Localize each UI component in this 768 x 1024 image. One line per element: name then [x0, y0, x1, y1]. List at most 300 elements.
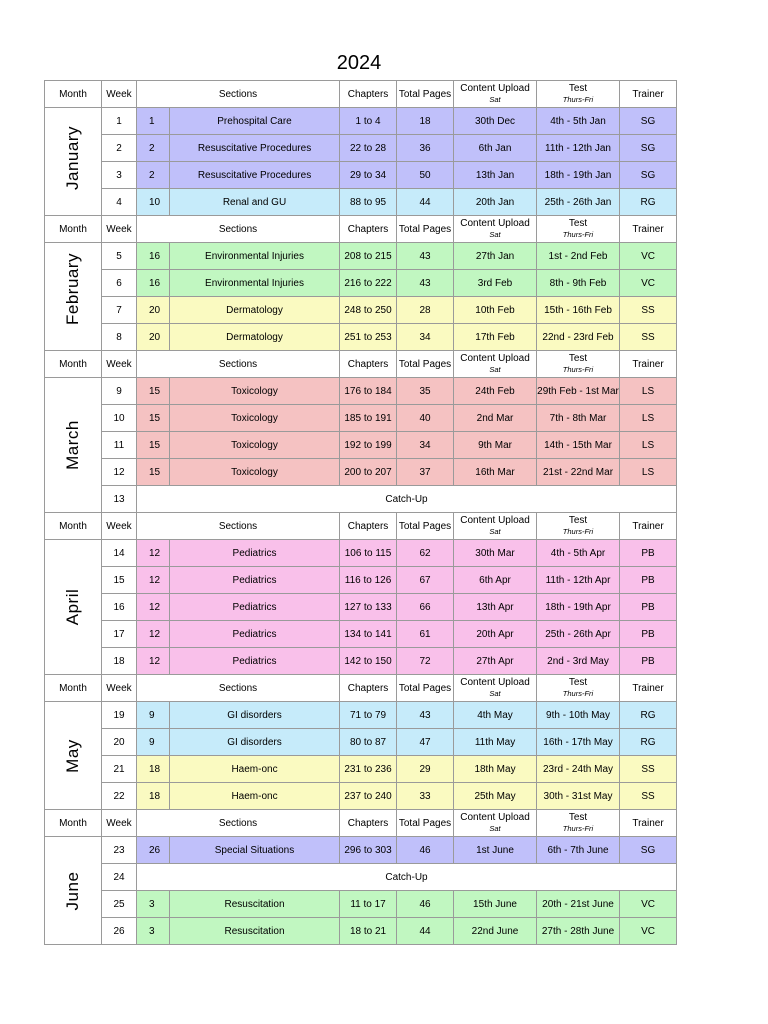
- header-trainer: Trainer: [620, 513, 677, 540]
- trainer-cell: SG: [620, 837, 677, 864]
- content-upload-cell: 6th Apr: [454, 567, 537, 594]
- total-pages-cell: 29: [397, 756, 454, 783]
- header-test: [537, 351, 620, 378]
- header-test-label: Test: [568, 218, 588, 229]
- trainer-cell: SG: [620, 108, 677, 135]
- header-test: [537, 81, 620, 108]
- catch-up-cell: Catch-Up: [137, 486, 677, 513]
- month-name: January: [63, 125, 82, 190]
- header-sections: Sections: [137, 513, 340, 540]
- section-number-cell: 26: [137, 837, 170, 864]
- month-name: May: [63, 738, 82, 773]
- table-row: [45, 324, 677, 351]
- section-number-cell: 1: [137, 108, 170, 135]
- header-total-pages: Total Pages: [397, 351, 454, 378]
- week-cell: 11: [102, 432, 137, 459]
- section-number-cell: 2: [137, 162, 170, 189]
- header-test-label: Test: [568, 812, 588, 823]
- week-cell: 22: [102, 783, 137, 810]
- chapters-cell: 200 to 207: [340, 459, 397, 486]
- header-content-upload: [454, 513, 537, 540]
- total-pages-cell: 44: [397, 189, 454, 216]
- week-cell: 9: [102, 378, 137, 405]
- week-cell: 15: [102, 567, 137, 594]
- table-row: [45, 459, 677, 486]
- week-cell: 1: [102, 108, 137, 135]
- total-pages-cell: 40: [397, 405, 454, 432]
- table-row: [45, 594, 677, 621]
- section-number-cell: 15: [137, 459, 170, 486]
- header-week: Week: [102, 351, 137, 378]
- section-number-cell: 3: [137, 891, 170, 918]
- table-row: [45, 135, 677, 162]
- section-title-cell: Resuscitation: [170, 918, 340, 945]
- header-content-upload-sub: Sat: [489, 230, 501, 239]
- total-pages-cell: 28: [397, 297, 454, 324]
- total-pages-cell: 34: [397, 324, 454, 351]
- header-week: Week: [102, 675, 137, 702]
- trainer-cell: SG: [620, 162, 677, 189]
- trainer-cell: PB: [620, 648, 677, 675]
- week-cell: 7: [102, 297, 137, 324]
- page-title: 2024: [336, 52, 382, 74]
- month-label: [45, 540, 102, 675]
- week-cell: 10: [102, 405, 137, 432]
- section-number-cell: 16: [137, 270, 170, 297]
- header-row: [45, 513, 677, 540]
- week-cell: 23: [102, 837, 137, 864]
- chapters-cell: 88 to 95: [340, 189, 397, 216]
- section-title-cell: Environmental Injuries: [170, 270, 340, 297]
- content-upload-cell: 3rd Feb: [454, 270, 537, 297]
- week-cell: 16: [102, 594, 137, 621]
- table-row: [45, 540, 677, 567]
- month-label: [45, 243, 102, 351]
- header-week: Week: [102, 513, 137, 540]
- trainer-cell: LS: [620, 432, 677, 459]
- test-dates-cell: 22nd - 23rd Feb: [537, 324, 620, 351]
- week-cell: 21: [102, 756, 137, 783]
- header-sections: Sections: [137, 810, 340, 837]
- content-upload-cell: 20th Apr: [454, 621, 537, 648]
- total-pages-cell: 46: [397, 837, 454, 864]
- test-dates-cell: 20th - 21st June: [537, 891, 620, 918]
- total-pages-cell: 43: [397, 702, 454, 729]
- test-dates-cell: 8th - 9th Feb: [537, 270, 620, 297]
- content-upload-cell: 11th May: [454, 729, 537, 756]
- header-test: [537, 810, 620, 837]
- month-name: February: [63, 252, 82, 325]
- header-trainer: Trainer: [620, 81, 677, 108]
- chapters-cell: 185 to 191: [340, 405, 397, 432]
- table-row: [45, 891, 677, 918]
- section-number-cell: 2: [137, 135, 170, 162]
- total-pages-cell: 34: [397, 432, 454, 459]
- chapters-cell: 248 to 250: [340, 297, 397, 324]
- section-title-cell: Prehospital Care: [170, 108, 340, 135]
- test-dates-cell: 6th - 7th June: [537, 837, 620, 864]
- week-cell: 19: [102, 702, 137, 729]
- section-number-cell: 18: [137, 783, 170, 810]
- test-dates-cell: 18th - 19th Apr: [537, 594, 620, 621]
- header-sections: Sections: [137, 675, 340, 702]
- table-row: [45, 297, 677, 324]
- week-cell: 25: [102, 891, 137, 918]
- content-upload-cell: 2nd Mar: [454, 405, 537, 432]
- header-test-label: Test: [568, 515, 588, 526]
- section-title-cell: Resuscitation: [170, 891, 340, 918]
- trainer-cell: SS: [620, 324, 677, 351]
- header-content-upload-label: Content Upload: [460, 83, 530, 94]
- chapters-cell: 192 to 199: [340, 432, 397, 459]
- section-number-cell: 12: [137, 594, 170, 621]
- trainer-cell: PB: [620, 567, 677, 594]
- header-test-label: Test: [568, 353, 588, 364]
- test-dates-cell: 29th Feb - 1st Mar: [537, 378, 620, 405]
- test-dates-cell: 15th - 16th Feb: [537, 297, 620, 324]
- section-title-cell: Toxicology: [170, 432, 340, 459]
- section-number-cell: 12: [137, 648, 170, 675]
- header-month: Month: [45, 810, 102, 837]
- month-label: [45, 837, 102, 945]
- header-test-sub: Thurs-Fri: [562, 527, 594, 536]
- header-content-upload-label: Content Upload: [460, 515, 530, 526]
- content-upload-cell: 4th May: [454, 702, 537, 729]
- table-row: [45, 918, 677, 945]
- header-month: Month: [45, 675, 102, 702]
- total-pages-cell: 37: [397, 459, 454, 486]
- header-content-upload-sub: Sat: [489, 824, 501, 833]
- header-chapters: Chapters: [340, 810, 397, 837]
- table-row: [45, 486, 677, 513]
- header-test-sub: Thurs-Fri: [562, 230, 594, 239]
- test-dates-cell: 23rd - 24th May: [537, 756, 620, 783]
- test-dates-cell: 2nd - 3rd May: [537, 648, 620, 675]
- section-title-cell: Toxicology: [170, 459, 340, 486]
- trainer-cell: SS: [620, 756, 677, 783]
- chapters-cell: 237 to 240: [340, 783, 397, 810]
- table-row: [45, 621, 677, 648]
- total-pages-cell: 66: [397, 594, 454, 621]
- catch-up-cell: Catch-Up: [137, 864, 677, 891]
- chapters-cell: 71 to 79: [340, 702, 397, 729]
- header-content-upload: [454, 810, 537, 837]
- week-cell: 14: [102, 540, 137, 567]
- month-label: [45, 378, 102, 513]
- test-dates-cell: 27th - 28th June: [537, 918, 620, 945]
- chapters-cell: 296 to 303: [340, 837, 397, 864]
- header-row: [45, 216, 677, 243]
- test-dates-cell: 16th - 17th May: [537, 729, 620, 756]
- section-title-cell: Toxicology: [170, 405, 340, 432]
- header-total-pages: Total Pages: [397, 216, 454, 243]
- chapters-cell: 22 to 28: [340, 135, 397, 162]
- header-content-upload: [454, 675, 537, 702]
- month-label: [45, 702, 102, 810]
- test-dates-cell: 4th - 5th Apr: [537, 540, 620, 567]
- table-row: [45, 108, 677, 135]
- section-title-cell: Toxicology: [170, 378, 340, 405]
- content-upload-cell: 27th Apr: [454, 648, 537, 675]
- header-month: Month: [45, 513, 102, 540]
- chapters-cell: 1 to 4: [340, 108, 397, 135]
- month-name: April: [63, 588, 82, 626]
- section-title-cell: Renal and GU: [170, 189, 340, 216]
- content-upload-cell: 1st June: [454, 837, 537, 864]
- header-content-upload: [454, 216, 537, 243]
- section-title-cell: Environmental Injuries: [170, 243, 340, 270]
- header-chapters: Chapters: [340, 351, 397, 378]
- chapters-cell: 106 to 115: [340, 540, 397, 567]
- content-upload-cell: 30th Dec: [454, 108, 537, 135]
- section-number-cell: 3: [137, 918, 170, 945]
- chapters-cell: 29 to 34: [340, 162, 397, 189]
- section-title-cell: Pediatrics: [170, 540, 340, 567]
- header-row: [45, 675, 677, 702]
- section-title-cell: Haem-onc: [170, 756, 340, 783]
- header-trainer: Trainer: [620, 216, 677, 243]
- trainer-cell: VC: [620, 243, 677, 270]
- header-content-upload: [454, 351, 537, 378]
- test-dates-cell: 18th - 19th Jan: [537, 162, 620, 189]
- month-label: [45, 108, 102, 216]
- trainer-cell: LS: [620, 405, 677, 432]
- header-trainer: Trainer: [620, 810, 677, 837]
- month-name: June: [63, 871, 82, 910]
- table-row: [45, 270, 677, 297]
- week-cell: 4: [102, 189, 137, 216]
- content-upload-cell: 25th May: [454, 783, 537, 810]
- table-row: [45, 783, 677, 810]
- content-upload-cell: 9th Mar: [454, 432, 537, 459]
- header-content-upload: [454, 81, 537, 108]
- section-number-cell: 12: [137, 621, 170, 648]
- table-row: [45, 837, 677, 864]
- section-title-cell: Haem-onc: [170, 783, 340, 810]
- test-dates-cell: 30th - 31st May: [537, 783, 620, 810]
- header-test-label: Test: [568, 83, 588, 94]
- header-sections: Sections: [137, 216, 340, 243]
- header-total-pages: Total Pages: [397, 810, 454, 837]
- total-pages-cell: 43: [397, 270, 454, 297]
- content-upload-cell: 30th Mar: [454, 540, 537, 567]
- header-test-label: Test: [568, 677, 588, 688]
- week-cell: 26: [102, 918, 137, 945]
- header-trainer: Trainer: [620, 351, 677, 378]
- header-content-upload-sub: Sat: [489, 689, 501, 698]
- section-title-cell: Pediatrics: [170, 621, 340, 648]
- content-upload-cell: 13th Apr: [454, 594, 537, 621]
- total-pages-cell: 43: [397, 243, 454, 270]
- test-dates-cell: 14th - 15th Mar: [537, 432, 620, 459]
- section-number-cell: 18: [137, 756, 170, 783]
- trainer-cell: PB: [620, 594, 677, 621]
- chapters-cell: 216 to 222: [340, 270, 397, 297]
- section-title-cell: Special Situations: [170, 837, 340, 864]
- test-dates-cell: 11th - 12th Apr: [537, 567, 620, 594]
- content-upload-cell: 17th Feb: [454, 324, 537, 351]
- trainer-cell: LS: [620, 378, 677, 405]
- header-month: Month: [45, 216, 102, 243]
- section-title-cell: GI disorders: [170, 729, 340, 756]
- week-cell: 2: [102, 135, 137, 162]
- table-row: [45, 702, 677, 729]
- header-content-upload-sub: Sat: [489, 527, 501, 536]
- test-dates-cell: 21st - 22nd Mar: [537, 459, 620, 486]
- header-test-sub: Thurs-Fri: [562, 824, 594, 833]
- trainer-cell: LS: [620, 459, 677, 486]
- content-upload-cell: 13th Jan: [454, 162, 537, 189]
- section-number-cell: 10: [137, 189, 170, 216]
- section-title-cell: Pediatrics: [170, 567, 340, 594]
- chapters-cell: 251 to 253: [340, 324, 397, 351]
- total-pages-cell: 62: [397, 540, 454, 567]
- trainer-cell: SS: [620, 297, 677, 324]
- section-number-cell: 12: [137, 540, 170, 567]
- content-upload-cell: 22nd June: [454, 918, 537, 945]
- trainer-cell: PB: [620, 540, 677, 567]
- header-test: [537, 216, 620, 243]
- content-upload-cell: 18th May: [454, 756, 537, 783]
- header-test: [537, 513, 620, 540]
- section-number-cell: 9: [137, 702, 170, 729]
- chapters-cell: 127 to 133: [340, 594, 397, 621]
- table-row: [45, 432, 677, 459]
- section-title-cell: Pediatrics: [170, 594, 340, 621]
- total-pages-cell: 72: [397, 648, 454, 675]
- total-pages-cell: 44: [397, 918, 454, 945]
- section-number-cell: 20: [137, 297, 170, 324]
- header-chapters: Chapters: [340, 675, 397, 702]
- table-row: [45, 567, 677, 594]
- table-row: [45, 864, 677, 891]
- test-dates-cell: 25th - 26th Apr: [537, 621, 620, 648]
- week-cell: 3: [102, 162, 137, 189]
- chapters-cell: 142 to 150: [340, 648, 397, 675]
- header-test-sub: Thurs-Fri: [562, 689, 594, 698]
- content-upload-cell: 10th Feb: [454, 297, 537, 324]
- table-row: [45, 243, 677, 270]
- header-total-pages: Total Pages: [397, 81, 454, 108]
- header-content-upload-label: Content Upload: [460, 353, 530, 364]
- header-week: Week: [102, 810, 137, 837]
- content-upload-cell: 16th Mar: [454, 459, 537, 486]
- header-trainer: Trainer: [620, 675, 677, 702]
- header-row: [45, 351, 677, 378]
- section-title-cell: Resuscitative Procedures: [170, 135, 340, 162]
- table-row: [45, 648, 677, 675]
- chapters-cell: 208 to 215: [340, 243, 397, 270]
- chapters-cell: 80 to 87: [340, 729, 397, 756]
- test-dates-cell: 1st - 2nd Feb: [537, 243, 620, 270]
- total-pages-cell: 47: [397, 729, 454, 756]
- month-name: March: [63, 420, 82, 470]
- header-chapters: Chapters: [340, 513, 397, 540]
- total-pages-cell: 18: [397, 108, 454, 135]
- week-cell: 5: [102, 243, 137, 270]
- chapters-cell: 116 to 126: [340, 567, 397, 594]
- test-dates-cell: 4th - 5th Jan: [537, 108, 620, 135]
- content-upload-cell: 15th June: [454, 891, 537, 918]
- header-row: [45, 81, 677, 108]
- header-total-pages: Total Pages: [397, 513, 454, 540]
- total-pages-cell: 33: [397, 783, 454, 810]
- section-number-cell: 15: [137, 432, 170, 459]
- header-chapters: Chapters: [340, 216, 397, 243]
- table-row: [45, 405, 677, 432]
- section-number-cell: 12: [137, 567, 170, 594]
- chapters-cell: 18 to 21: [340, 918, 397, 945]
- header-test-sub: Thurs-Fri: [562, 95, 594, 104]
- chapters-cell: 231 to 236: [340, 756, 397, 783]
- header-test-sub: Thurs-Fri: [562, 365, 594, 374]
- section-title-cell: Dermatology: [170, 297, 340, 324]
- total-pages-cell: 46: [397, 891, 454, 918]
- header-week: Week: [102, 81, 137, 108]
- total-pages-cell: 35: [397, 378, 454, 405]
- header-chapters: Chapters: [340, 81, 397, 108]
- trainer-cell: RG: [620, 729, 677, 756]
- test-dates-cell: 7th - 8th Mar: [537, 405, 620, 432]
- section-title-cell: GI disorders: [170, 702, 340, 729]
- section-title-cell: Pediatrics: [170, 648, 340, 675]
- trainer-cell: VC: [620, 270, 677, 297]
- trainer-cell: SS: [620, 783, 677, 810]
- week-cell: 6: [102, 270, 137, 297]
- chapters-cell: 11 to 17: [340, 891, 397, 918]
- chapters-cell: 134 to 141: [340, 621, 397, 648]
- test-dates-cell: 11th - 12th Jan: [537, 135, 620, 162]
- week-cell: 20: [102, 729, 137, 756]
- table-row: [45, 729, 677, 756]
- section-title-cell: Dermatology: [170, 324, 340, 351]
- week-cell: 18: [102, 648, 137, 675]
- table-row: [45, 189, 677, 216]
- header-content-upload-label: Content Upload: [460, 677, 530, 688]
- header-content-upload-sub: Sat: [489, 95, 501, 104]
- trainer-cell: VC: [620, 891, 677, 918]
- content-upload-cell: 24th Feb: [454, 378, 537, 405]
- test-dates-cell: 9th - 10th May: [537, 702, 620, 729]
- header-total-pages: Total Pages: [397, 675, 454, 702]
- week-cell: 12: [102, 459, 137, 486]
- header-month: Month: [45, 81, 102, 108]
- section-number-cell: 20: [137, 324, 170, 351]
- section-number-cell: 15: [137, 378, 170, 405]
- header-sections: Sections: [137, 81, 340, 108]
- section-title-cell: Resuscitative Procedures: [170, 162, 340, 189]
- header-sections: Sections: [137, 351, 340, 378]
- schedule-table: [44, 80, 677, 945]
- content-upload-cell: 27th Jan: [454, 243, 537, 270]
- table-row: [45, 756, 677, 783]
- test-dates-cell: 25th - 26th Jan: [537, 189, 620, 216]
- total-pages-cell: 50: [397, 162, 454, 189]
- trainer-cell: RG: [620, 702, 677, 729]
- trainer-cell: PB: [620, 621, 677, 648]
- section-number-cell: 15: [137, 405, 170, 432]
- header-content-upload-label: Content Upload: [460, 812, 530, 823]
- total-pages-cell: 36: [397, 135, 454, 162]
- total-pages-cell: 61: [397, 621, 454, 648]
- header-content-upload-sub: Sat: [489, 365, 501, 374]
- header-test: [537, 675, 620, 702]
- trainer-cell: RG: [620, 189, 677, 216]
- content-upload-cell: 6th Jan: [454, 135, 537, 162]
- chapters-cell: 176 to 184: [340, 378, 397, 405]
- trainer-cell: SG: [620, 135, 677, 162]
- header-row: [45, 810, 677, 837]
